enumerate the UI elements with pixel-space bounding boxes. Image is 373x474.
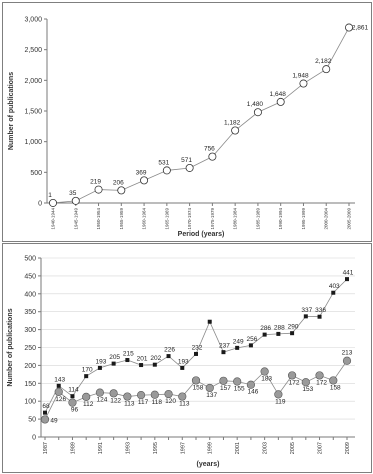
x-tick-label: 1945-1949 [73,208,79,230]
data-label-circles: 126 [55,395,67,403]
circle-marker [220,377,228,385]
y-tick-label: 150 [24,380,36,388]
x-tick-label: 1960-1964 [141,208,147,230]
data-label-squares: 256 [246,335,258,343]
y-tick-label: 500 [30,169,42,177]
circle-marker [343,357,351,365]
data-point-marker [163,167,170,174]
data-label: 1 [48,191,52,199]
square-marker [235,346,239,350]
x-tick-label: 1985-1989 [255,208,261,230]
data-label-circles: 137 [206,391,218,399]
chart-panel-periods [2,2,372,242]
data-label-squares: 249 [232,338,244,346]
data-label: 1,948 [292,72,309,80]
y-tick-label: 500 [24,255,36,263]
x-tick-label: 1991 [97,442,104,455]
square-marker [84,374,88,378]
data-point-marker [72,197,79,204]
data-label: 756 [203,145,215,153]
square-marker [70,394,74,398]
x-tick-label: 2003 [262,442,269,455]
data-label-squares: 290 [287,323,299,331]
data-label-squares: 232 [191,344,203,352]
y-tick-label: 2,500 [24,47,42,55]
circle-marker [151,391,159,399]
data-label: 531 [158,159,170,167]
y-tick-label: 350 [24,309,36,317]
square-marker [331,291,335,295]
y-tick-label: 450 [24,273,36,281]
x-tick-label: 1995 [152,442,159,455]
square-marker [221,350,225,354]
square-marker [304,314,308,318]
circle-marker [247,381,255,389]
data-label-squares: 337 [301,306,313,314]
y-tick-label: 1,500 [24,108,42,116]
data-label-circles: 172 [316,379,327,387]
chart-panel-yearly [2,243,372,473]
circle-marker [275,391,283,399]
circle-marker [41,416,49,424]
data-point-marker [277,98,284,105]
y-tick-label: 200 [24,362,36,370]
x-tick-label: 1965-1969 [164,208,170,230]
data-label-squares: 215 [122,350,134,358]
data-label-squares: 205 [109,354,121,362]
data-point-marker [49,199,56,206]
data-point-marker [140,177,147,184]
data-label: 2,861 [351,24,369,32]
data-label-squares: 288 [273,324,285,332]
data-label-circles: 117 [137,399,149,407]
data-point-marker [300,80,307,87]
square-marker [194,352,198,356]
data-label-squares: 286 [260,325,272,333]
series-line [53,28,349,203]
data-point-marker [232,127,239,134]
data-label: 1,182 [224,119,241,127]
circle-marker [165,390,173,398]
x-axis-title: Period (years) [177,231,225,238]
data-label-circles: 112 [82,400,94,408]
y-tick-label: 3,000 [24,16,42,24]
data-label-circles: 146 [247,388,259,396]
data-label: 1,480 [246,101,264,109]
x-tick-label: 1975-1979 [209,208,215,230]
data-label: 2,182 [315,58,332,66]
circle-marker [261,368,269,376]
data-label-circles: 157 [220,384,231,392]
circle-marker [96,389,104,397]
square-marker [318,315,322,319]
chart-publications-by-year [3,244,371,472]
data-label-squares: 403 [328,283,340,291]
data-label-squares: 68 [42,403,50,411]
circle-marker [124,393,132,401]
square-marker [263,333,267,337]
data-label-squares: 193 [177,358,189,366]
x-tick-label: 2009 [345,442,351,455]
y-axis-title: Number of publications [7,308,14,387]
square-marker [290,331,294,335]
y-tick-label: 250 [24,345,36,352]
y-tick-label: 1,000 [24,139,42,147]
data-point-marker [186,164,193,171]
data-label-circles: 96 [70,406,79,414]
data-label-squares: 193 [95,358,107,366]
data-point-marker [209,153,216,160]
circle-marker [82,393,90,401]
circle-marker [206,384,214,392]
x-tick-label: 1987 [43,442,49,455]
circle-marker [69,399,77,407]
data-label: 35 [69,189,77,197]
x-tick-label: 1999 [207,442,214,455]
x-tick-label: 1995-1999 [300,208,306,230]
x-tick-label: 1940-1944 [50,208,56,230]
x-tick-label: 1993 [125,442,132,455]
data-label: 206 [112,179,124,187]
x-axis-title: (years) [196,461,220,468]
square-marker [276,332,280,336]
data-label-circles: 124 [96,396,108,404]
data-label-circles: 120 [165,398,176,406]
data-point-marker [323,66,330,73]
x-tick-label: 2005 [290,442,297,455]
square-marker [112,362,116,366]
data-label: 571 [181,156,193,164]
x-tick-label: 2001 [235,442,242,455]
data-label-circles: 113 [124,400,135,408]
square-marker [43,411,47,415]
square-marker [180,366,184,370]
circle-marker [137,391,145,399]
square-marker [208,320,212,324]
y-tick-label: 0 [38,200,42,208]
x-tick-label: 2007 [317,442,324,455]
x-tick-label: 2000-2004 [323,208,329,230]
data-label-squares: 441 [342,269,354,277]
y-tick-label: 50 [28,416,36,424]
data-label-squares: 237 [219,342,230,350]
data-label-circles: 183 [261,375,273,383]
square-marker [98,366,102,370]
y-tick-label: 100 [24,398,36,406]
data-label-squares: 114 [68,386,79,394]
y-tick-label: 400 [24,291,36,299]
chart-publications-by-period [3,3,371,241]
x-tick-label: 1990-1994 [278,208,284,230]
data-label-squares: 143 [54,376,66,384]
data-label-circles: 49 [50,417,58,425]
data-label-squares: 201 [136,355,148,363]
square-marker [125,358,129,362]
data-label-squares: 170 [81,366,93,374]
data-point-marker [254,109,261,116]
circle-marker [192,377,200,385]
x-tick-label: 1997 [180,442,187,455]
square-marker [57,384,61,388]
data-label-circles: 153 [302,386,314,394]
data-label: 369 [135,169,147,177]
y-axis-title: Number of publications [8,71,15,151]
x-tick-label: 1955-1959 [118,208,124,230]
x-tick-label: 1989 [70,442,77,455]
data-label-squares: 202 [150,355,162,363]
data-label-circles: 122 [110,397,122,405]
circle-marker [288,372,296,380]
square-marker [345,277,349,281]
square-marker [249,343,253,347]
y-tick-label: 300 [24,327,36,335]
data-label-circles: 113 [179,400,190,408]
data-label-circles: 158 [329,384,341,392]
data-label-circles: 158 [192,384,204,392]
data-label: 219 [90,178,101,186]
data-label: 1,648 [269,90,286,98]
y-tick-label: 0 [32,434,36,442]
circle-marker [233,378,241,386]
data-label-circles: 172 [288,379,300,387]
data-label-circles: 119 [275,398,286,406]
circle-marker [316,372,324,380]
y-tick-label: 2,000 [24,77,42,85]
circle-marker [302,378,310,386]
square-marker [139,363,143,367]
x-tick-label: 1970-1974 [187,208,193,230]
data-point-marker [95,186,102,193]
x-tick-label: 1950-1954 [96,208,102,230]
data-label-squares: 226 [164,346,175,354]
circle-marker [178,393,186,401]
data-point-marker [118,187,125,194]
x-tick-label: 1980-1984 [232,208,238,230]
data-label-circles: 213 [341,349,353,357]
square-marker [153,363,157,367]
circle-marker [110,390,118,398]
data-label-circles: 118 [151,398,163,406]
x-tick-label: 2005-2009 [346,208,352,230]
circle-marker [329,377,337,385]
circle-marker [55,388,63,396]
square-marker [167,354,171,358]
data-label-squares: 336 [315,307,326,315]
data-label-circles: 155 [233,385,245,393]
